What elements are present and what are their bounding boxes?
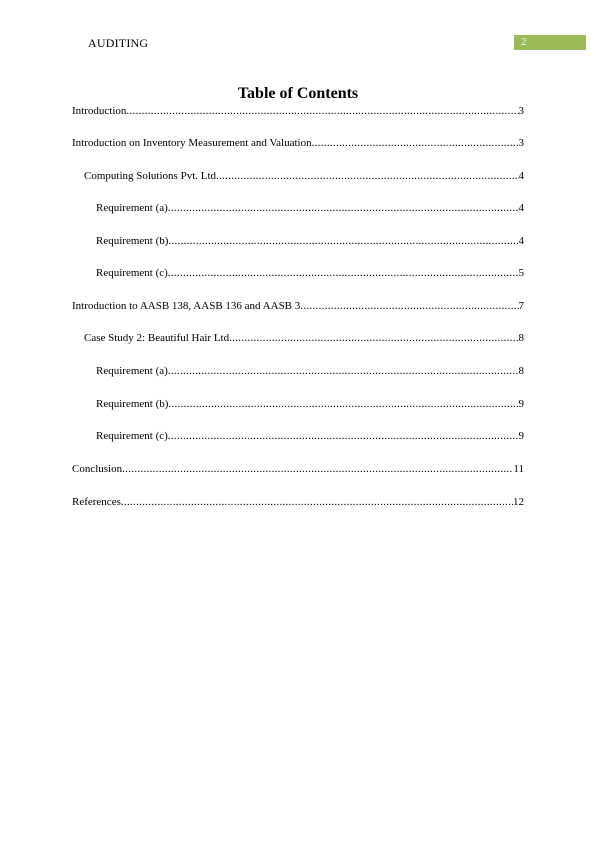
toc-dot-leader [122,463,513,476]
toc-entry-page: 4 [518,202,524,214]
toc-entry-requirement-a[interactable] [96,365,524,378]
toc-entry-page: 7 [518,300,524,312]
toc-entry-label: Requirement (a) [96,202,168,214]
toc-entry-label: Case Study 2: Beautiful Hair Ltd [84,332,230,344]
toc-dot-leader [229,332,518,345]
toc-entry-page: 11 [513,463,524,475]
toc-dot-leader [168,365,519,378]
toc-entry-inventory-measurement[interactable] [72,137,524,150]
toc-entry-page: 8 [518,365,524,377]
toc-entry-requirement-b[interactable] [96,235,524,248]
toc-dot-leader [121,496,513,509]
toc-dot-leader [126,105,518,118]
toc-entry-requirement-a[interactable] [96,202,524,215]
toc-dot-leader [168,235,518,248]
toc-entry-page: 9 [518,398,524,410]
toc-dot-leader [168,267,519,280]
toc-entry-page: 9 [518,430,524,442]
toc-entry-label: Requirement (b) [96,235,169,247]
toc-entry-case-study-2[interactable] [84,332,524,345]
page-number-badge: 2 [514,35,586,50]
toc-entry-references[interactable] [72,496,524,509]
toc-entry-page: 12 [513,496,524,508]
toc-dot-leader [312,137,519,150]
toc-entry-label: Introduction [72,105,127,117]
toc-entry-conclusion[interactable] [72,463,524,476]
toc-entry-label: Requirement (b) [96,398,169,410]
toc-entry-label: Conclusion [72,463,123,475]
toc-entry-page: 4 [518,235,524,247]
toc-entry-page: 3 [518,137,524,149]
toc-entry-label: Requirement (c) [96,267,168,279]
toc-entry-page: 5 [518,267,524,279]
toc-dot-leader [168,398,518,411]
toc-entry-label: Requirement (c) [96,430,168,442]
running-header-title: AUDITING [88,36,149,50]
toc-entry-label: Computing Solutions Pvt. Ltd [84,170,217,182]
toc-dot-leader [216,170,518,183]
toc-dot-leader [168,202,519,215]
toc-entry-label: Requirement (a) [96,365,168,377]
toc-entry-requirement-b[interactable] [96,398,524,411]
toc-heading: Table of Contents [237,85,359,102]
toc-entry-requirement-c[interactable] [96,430,524,443]
toc-entry-introduction[interactable] [72,105,524,118]
toc-entry-label: Introduction to AASB 138, AASB 136 and AASB 3 [72,300,301,312]
toc-entry-page: 4 [518,170,524,182]
toc-entry-label: References [72,496,121,508]
toc-entry-page: 3 [518,105,524,117]
toc-entry-label: Introduction on Inventory Measurement and Valuation [72,137,312,149]
toc-dot-leader [168,430,519,443]
toc-entry-requirement-c[interactable] [96,267,524,280]
toc-entry-aasb[interactable] [72,300,524,313]
toc-entry-page: 8 [518,332,524,344]
toc-entry-computing-solutions[interactable] [84,170,524,183]
toc-dot-leader [300,300,518,313]
